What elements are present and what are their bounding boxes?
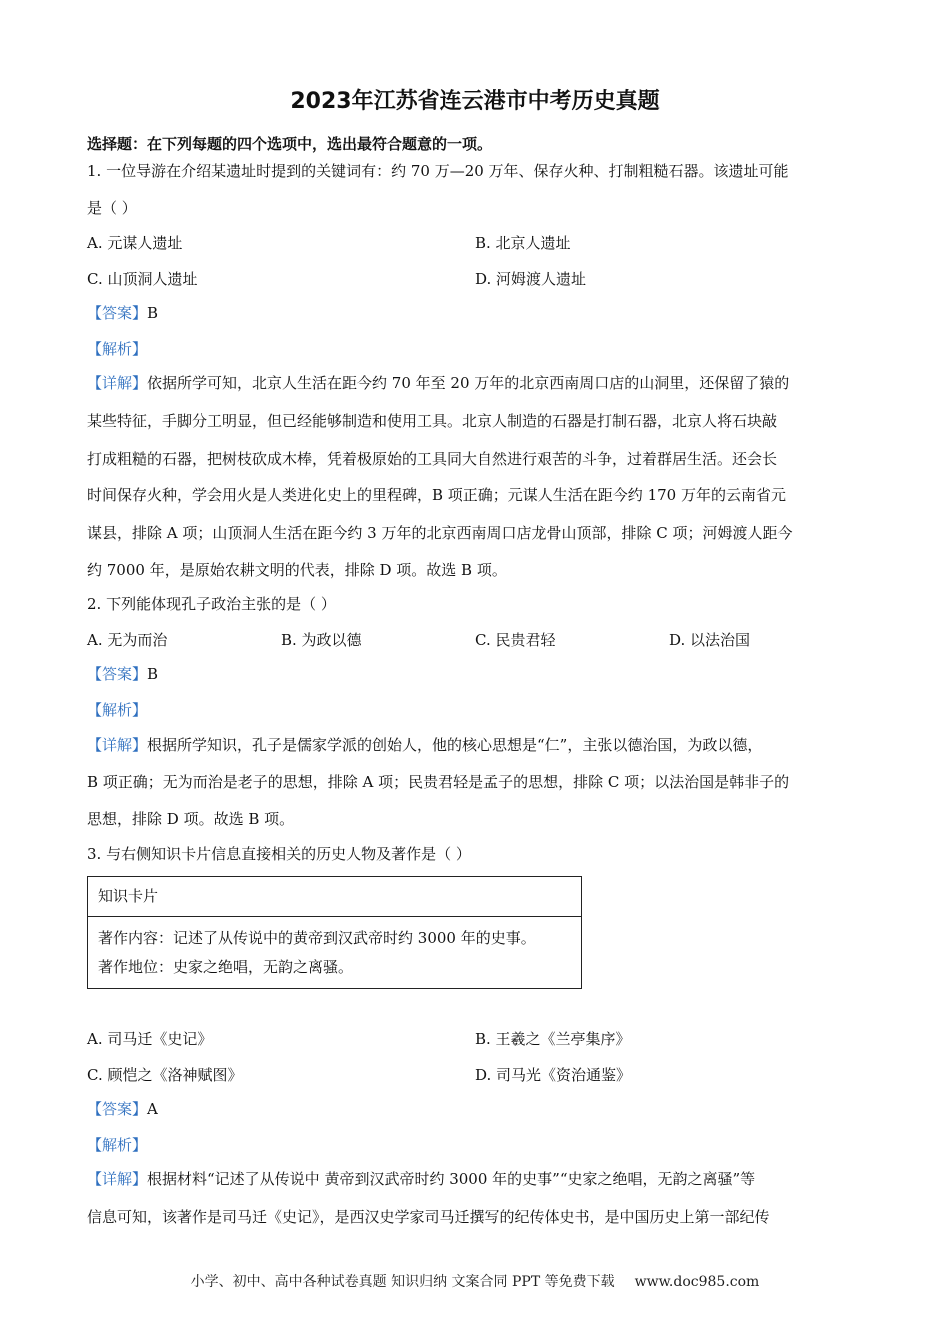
knowledge-card-header: 知识卡片 [88,877,581,917]
q3-option-b: B. 王羲之《兰亭集序》 [475,1030,631,1048]
q2-answer [87,664,158,684]
q1-detail-line: 打成粗糙的石器，把树枝砍成木棒，凭着极原始的工具同大自然进行艰苦的斗争，过着群居生活。还会长 [87,450,778,468]
footer-text: 小学、初中、高中各种试卷真题 知识归纳 文案合同 PPT 等免费下载 [190,1274,615,1290]
q3-option-c: C. 顾恺之《洛神赋图》 [87,1066,243,1084]
q3-analysis [87,1135,147,1155]
q1-detail-line: 某些特征，手脚分工明显，但已经能够制造和使用工具。北京人制造的石器是打制石器，北京人将石块敲 [87,412,778,430]
analysis-tag: 【解析】 [87,701,148,719]
knowledge-card-line: 著作地位：史家之绝唱，无韵之离骚。 [98,958,354,976]
q2-detail-line: B 项正确；无为而治是老子的思想，排除 A 项；民贵君轻是孟子的思想，排除 C 项；以法治国是韩非子的 [87,773,790,791]
analysis-tag: 【解析】 [87,340,148,358]
answer-tag: 【答案】 [87,1100,148,1118]
q1-detail-text: 依据所学可知，北京人生活在距今约 70 年至 20 万年的北京西南周口店的山洞里，还保留了猿的 [147,374,790,392]
answer-tag: 【答案】 [87,665,148,683]
detail-tag: 【详解】 [87,736,148,754]
q2-detail-text: 根据所学知识，孔子是儒家学派的创始人，他的核心思想是“仁”，主张以德治国，为政以德， [147,736,763,754]
q3-option-a: A. 司马迁《史记》 [87,1030,213,1048]
q1-stem-line2: 是（ ） [87,199,137,217]
q2-option-a: A. 无为而治 [87,631,168,649]
q1-detail-line: 谋县，排除 A 项；山顶洞人生活在距今约 3 万年的北京西南周口店龙骨山顶部，排除 C 项；河姆渡人距今 [87,524,793,542]
q1-option-b: B. 北京人遗址 [475,234,571,252]
q1-stem-line1: 1. 一位导游在介绍某遗址时提到的关键词有：约 70 万—20 万年、保存火种、打制粗糙石器。该遗址可能 [87,162,789,180]
q2-detail-line [87,735,762,755]
q1-detail-line [87,373,789,393]
knowledge-card-line: 著作内容：记述了从传说中的黄帝到汉武帝时约 3000 年的史事。 [98,929,536,947]
q1-answer [87,303,158,323]
q3-option-d: D. 司马光《资治通鉴》 [475,1066,632,1084]
detail-tag: 【详解】 [87,1170,148,1188]
knowledge-card [87,876,582,989]
q1-detail-line: 约 7000 年，是原始农耕文明的代表，排除 D 项。故选 B 项。 [87,561,507,579]
section-heading: 选择题：在下列每题的四个选项中，选出最符合题意的一项。 [87,135,493,153]
q2-analysis [87,700,147,720]
page-footer [0,1271,950,1291]
q3-detail-text: 根据材料“记述了从传说中 黄帝到汉武帝时约 3000 年的史事”“史家之绝唱，无韵之离骚”等 [147,1170,756,1188]
q1-analysis [87,339,147,359]
q1-option-a: A. 元谋人遗址 [87,234,183,252]
detail-tag: 【详解】 [87,374,148,392]
q1-detail-line: 时间保存火种，学会用火是人类进化史上的里程碑，B 项正确；元谋人生活在距今约 170 万年的云南省元 [87,486,786,504]
q1-option-d: D. 河姆渡人遗址 [475,270,587,288]
q3-answer [87,1099,158,1119]
q2-option-c: C. 民贵君轻 [475,631,556,649]
q3-stem: 3. 与右侧知识卡片信息直接相关的历史人物及著作是（ ） [87,845,471,863]
q2-option-b: B. 为政以德 [281,631,362,649]
knowledge-card-body [88,917,581,982]
q2-detail-line: 思想，排除 D 项。故选 B 项。 [87,810,295,828]
page-title: 2023年江苏省连云港市中考历史真题 [290,89,660,114]
q2-option-d: D. 以法治国 [669,631,751,649]
answer-tag: 【答案】 [87,304,148,322]
q1-answer-value: B [147,304,159,322]
analysis-tag: 【解析】 [87,1136,148,1154]
q3-detail-line [87,1169,755,1189]
q1-option-c: C. 山顶洞人遗址 [87,270,198,288]
q3-detail-line: 信息可知，该著作是司马迁《史记》，是西汉史学家司马迁撰写的纪传体史书，是中国历史上第一部纪传 [87,1208,770,1226]
q3-answer-value: A [147,1100,158,1118]
q2-stem: 2. 下列能体现孔子政治主张的是（ ） [87,595,336,613]
footer-url[interactable]: www.doc985.com [634,1274,760,1290]
q2-answer-value: B [147,665,159,683]
